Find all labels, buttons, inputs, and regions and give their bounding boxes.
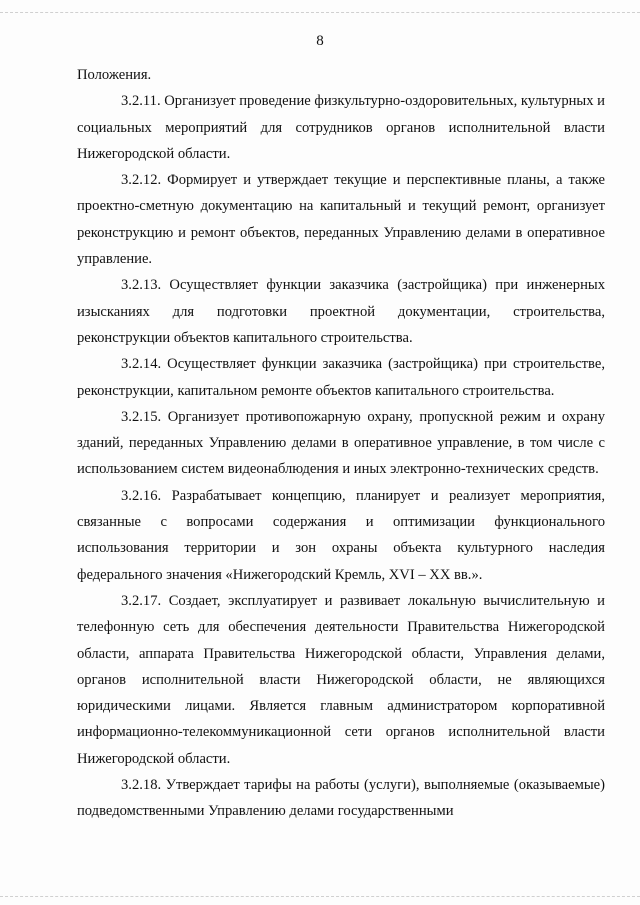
page-number: 8: [316, 33, 324, 49]
paragraph-3-2-12: 3.2.12. Формирует и утверждает текущие и перспективные планы, а также проектно-сметную документацию на капитальный и текущий ремонт, организует реконструкцию и ремонт объектов, переданных Управлению делами в оперативное управление.: [77, 172, 605, 268]
paragraph-3-2-18: 3.2.18. Утверждает тарифы на работы (услуги), выполняемые (оказываемые) подведомственными Управлению делами государственными: [77, 777, 605, 820]
paragraph-3-2-13: 3.2.13. Осуществляет функции заказчика (застройщика) при инженерных изысканиях для подготовки проектной документации, строительства, реконструкции объектов капитального строительства.: [77, 277, 605, 346]
paragraph-3-2-16: 3.2.16. Разрабатывает концепцию, планирует и реализует мероприятия, связанные с вопросами содержания и оптимизации функционального использования территории и зон охраны объекта культурного наследия федерального значения «Нижегородский Кремль, XVI – XX вв.».: [77, 487, 605, 583]
document-body: [77, 62, 605, 825]
paragraph-3-2-14: 3.2.14. Осуществляет функции заказчика (застройщика) при строительстве, реконструкции, капитальном ремонте объектов капитального строительства.: [77, 356, 605, 399]
paragraph-3-2-11: 3.2.11. Организует проведение физкультурно-оздоровительных, культурных и социальных мероприятий для сотрудников органов исполнительной власти Нижегородской области.: [77, 93, 605, 162]
scan-top-edge: [0, 12, 640, 13]
paragraph-continuation: Положения.: [77, 67, 152, 83]
paragraph-3-2-17: 3.2.17. Создает, эксплуатирует и развивает локальную вычислительную и телефонную сеть для обеспечения деятельности Правительства Нижегородской области, аппарата Правительства Нижегородской области, Управления делами, органов исполнительной власти Нижегородской области, не являющихся юридическими лицами. Является главным администратором корпоративной информационно-телекоммуникационной сети органов исполнительной власти Нижегородской области.: [77, 592, 605, 767]
paragraph-3-2-15: 3.2.15. Организует противопожарную охрану, пропускной режим и охрану зданий, переданных Управлению делами в оперативное управление, в том числе с использованием систем видеонаблюдения и иных электронно-технических средств.: [77, 408, 605, 478]
scan-bottom-edge: [0, 896, 640, 897]
